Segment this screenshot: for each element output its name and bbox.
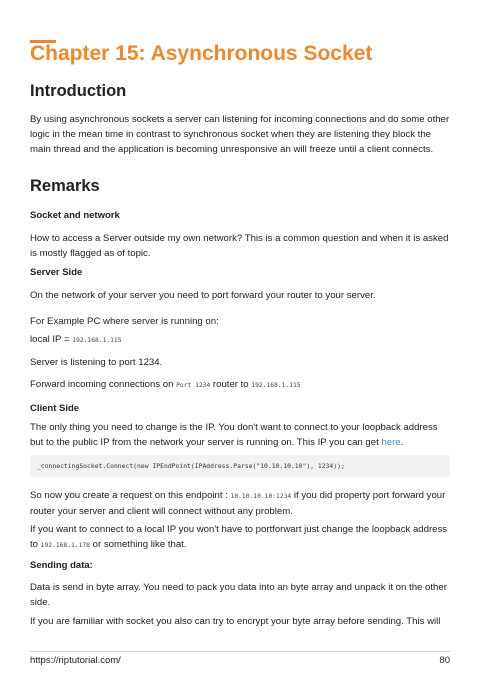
page-number: 80	[439, 655, 450, 666]
local-text-end: or something like that.	[89, 539, 187, 550]
request-text-start: So now you create a request on this endpoint :	[30, 490, 231, 501]
sending-data-heading: Sending data:	[30, 560, 93, 571]
client-side-heading: Client Side	[30, 403, 80, 414]
footer-url-link[interactable]: https://riptutorial.com/	[30, 655, 121, 666]
local-ip-code: 192.168.1.115	[72, 337, 122, 344]
endpoint-code: 10.10.10.10:1234	[230, 493, 292, 500]
sending-data-paragraph-2: If you are familiar with socket you also can try to encrypt your byte array before sending. This will	[30, 616, 441, 627]
introduction-body: By using asynchronous sockets a server can listening for incoming connections and do some other logic in the mean time in contrast to synchronous socket when they are listening they block the main thread and the application is becoming unresponsive an will freeze until a client connects.	[30, 114, 450, 155]
server-side-heading: Server Side	[30, 267, 83, 278]
server-side-paragraph-3: Server is listening to port 1234.	[30, 357, 163, 368]
forward-port-code: Port 1234	[176, 382, 211, 389]
introduction-heading: Introduction	[30, 82, 127, 100]
client-side-body	[30, 420, 450, 450]
sending-data-paragraph-1: Data is send in byte array. You need to pack you data into an byte array and unpack it on the other side.	[30, 582, 447, 608]
forward-text-mid: router to	[210, 379, 252, 390]
socket-network-body: How to access a Server outside my own network? This is a common question and when it is asked is mostly flagged as of topic.	[30, 233, 449, 259]
socket-network-heading: Socket and network	[30, 210, 120, 221]
local-ip-label: local IP =	[30, 334, 73, 345]
local-ip-line	[30, 332, 450, 348]
client-side-text: The only thing you need to change is the IP. You don't want to connect to your loopback address but to the public IP from the network your server is running on. This IP you can get	[30, 422, 438, 448]
server-side-paragraph-1: On the network of your server you need to port forward your router to your server.	[30, 290, 376, 301]
local-ip-paragraph	[30, 522, 450, 553]
server-side-paragraph-2: For Example PC where server is running on:	[30, 316, 219, 327]
footer-divider	[30, 651, 450, 652]
forward-text-start: Forward incoming connections on	[30, 379, 177, 390]
request-text-end: if you did property port forward your router your server and client will connect without any problem.	[30, 490, 446, 517]
chapter-title: Chapter 15: Asynchronous Socket	[30, 42, 373, 65]
request-endpoint-paragraph	[30, 488, 450, 519]
client-side-text-end: .	[400, 437, 404, 448]
forward-line	[30, 377, 450, 393]
forward-ip-code: 192.168.1.115	[251, 382, 301, 389]
local-text-start: If you want to connect to a local IP you won't have to portforwart just change the loopback address to	[30, 524, 448, 550]
document-page	[30, 0, 450, 679]
connect-code-block: _connectingSocket.Connect(new IPEndPoint(IPAddress.Parse("10.10.10.10"), 1234));	[30, 455, 450, 477]
local-address-code: 192.168.1.178	[40, 542, 90, 549]
public-ip-link[interactable]: here	[381, 437, 401, 448]
remarks-heading: Remarks	[30, 177, 100, 195]
